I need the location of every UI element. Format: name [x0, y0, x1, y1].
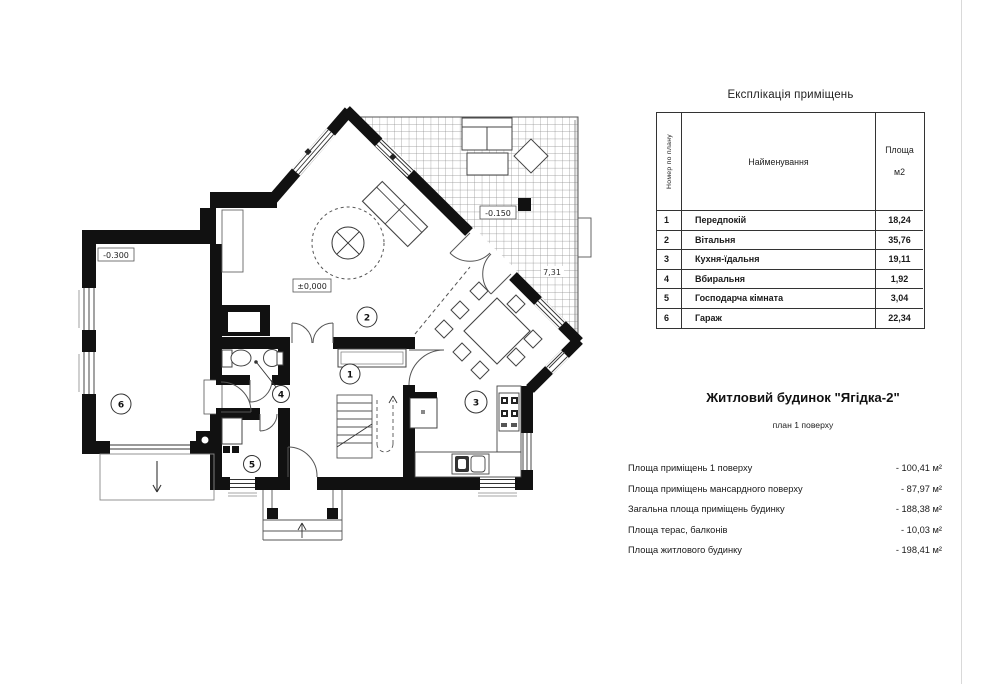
- table-cell-num: 4: [657, 270, 682, 290]
- porch-post: [267, 508, 278, 519]
- toilet-tank: [222, 350, 232, 367]
- table-cell-area: 3,04: [876, 289, 923, 309]
- area-summary: [628, 463, 942, 566]
- room-number-4: 4: [277, 390, 285, 401]
- terrace-step: [578, 218, 591, 257]
- page-edge-line: [961, 0, 962, 684]
- summary-value: - 87,97 м²: [900, 483, 942, 494]
- summary-label: Площа житлового будинку: [628, 545, 742, 556]
- table-cell-area: 18,24: [876, 211, 923, 231]
- utility-fixtures: [222, 418, 242, 453]
- table-cell-name: Кухня-їдальня: [682, 250, 876, 270]
- garage-gate: [110, 441, 190, 454]
- ground-level-label: ±0,000: [297, 282, 327, 291]
- table-cell-name: Гараж: [682, 309, 876, 329]
- room-number-6: 6: [117, 400, 125, 411]
- table-cell-num: 3: [657, 250, 682, 270]
- summary-value: - 188,38 м²: [895, 504, 942, 515]
- col-header-name: Найменування: [682, 113, 876, 211]
- cooktop: [499, 393, 519, 431]
- summary-label: Площа терас, балконів: [628, 524, 728, 535]
- table-cell-name: Передпокій: [682, 211, 876, 231]
- col-header-area: Площа м2: [876, 113, 923, 211]
- plan-subtitle: план 1 поверху: [772, 420, 834, 430]
- col-header-number: Номер по плану: [657, 113, 682, 211]
- table-cell-area: 22,34: [888, 313, 911, 324]
- table-cell-num: 6: [657, 309, 682, 329]
- porch-post: [327, 508, 338, 519]
- table-cell-name: Вітальня: [682, 231, 876, 251]
- terrace-column: [518, 198, 531, 211]
- room-number-3: 3: [472, 398, 480, 409]
- room-number-1: 1: [346, 370, 354, 381]
- toilet-bowl: [231, 350, 251, 366]
- summary-value: - 10,03 м²: [900, 524, 942, 535]
- kitchen-sink: [452, 454, 489, 474]
- house-title: Житловий будинок "Ягідка-2": [706, 390, 900, 405]
- table-cell-name: Господарча кімната: [682, 289, 876, 309]
- room-number-2: 2: [363, 313, 371, 324]
- summary-value: - 198,41 м²: [895, 545, 942, 556]
- drive-in-arrow: [153, 461, 161, 492]
- summary-row: [628, 525, 942, 546]
- room-number-5: 5: [248, 460, 256, 471]
- terrace-level-label: -0.150: [485, 209, 511, 218]
- porch-arrow: [298, 523, 306, 538]
- summary-row: [628, 545, 942, 566]
- legend-table: [656, 112, 925, 329]
- table-cell-area: 19,11: [876, 250, 923, 270]
- table-cell-area: 35,76: [876, 231, 923, 251]
- summary-label: Площа приміщень 1 поверху: [628, 463, 753, 473]
- garage-level-label: -0.300: [103, 251, 129, 260]
- terrace-table: [467, 153, 508, 175]
- table-cell-area: 1,92: [876, 270, 923, 290]
- porch: [263, 490, 342, 540]
- summary-row: [628, 484, 942, 505]
- table-cell-num: 2: [657, 231, 682, 251]
- summary-label: Загальна площа приміщень будинку: [628, 504, 785, 515]
- legend-title: Експлікація приміщень: [727, 89, 854, 101]
- summary-row: [628, 504, 942, 525]
- table-cell-name: Вбиральня: [682, 270, 876, 290]
- table-cell-num: 5: [657, 289, 682, 309]
- summary-value: - 100,41 м²: [895, 463, 942, 473]
- summary-label: Площа приміщень мансардного поверху: [628, 483, 803, 494]
- summary-row: [628, 463, 942, 484]
- terrace-dim-label: 7,31: [543, 268, 561, 277]
- table-cell-num: 1: [657, 211, 682, 231]
